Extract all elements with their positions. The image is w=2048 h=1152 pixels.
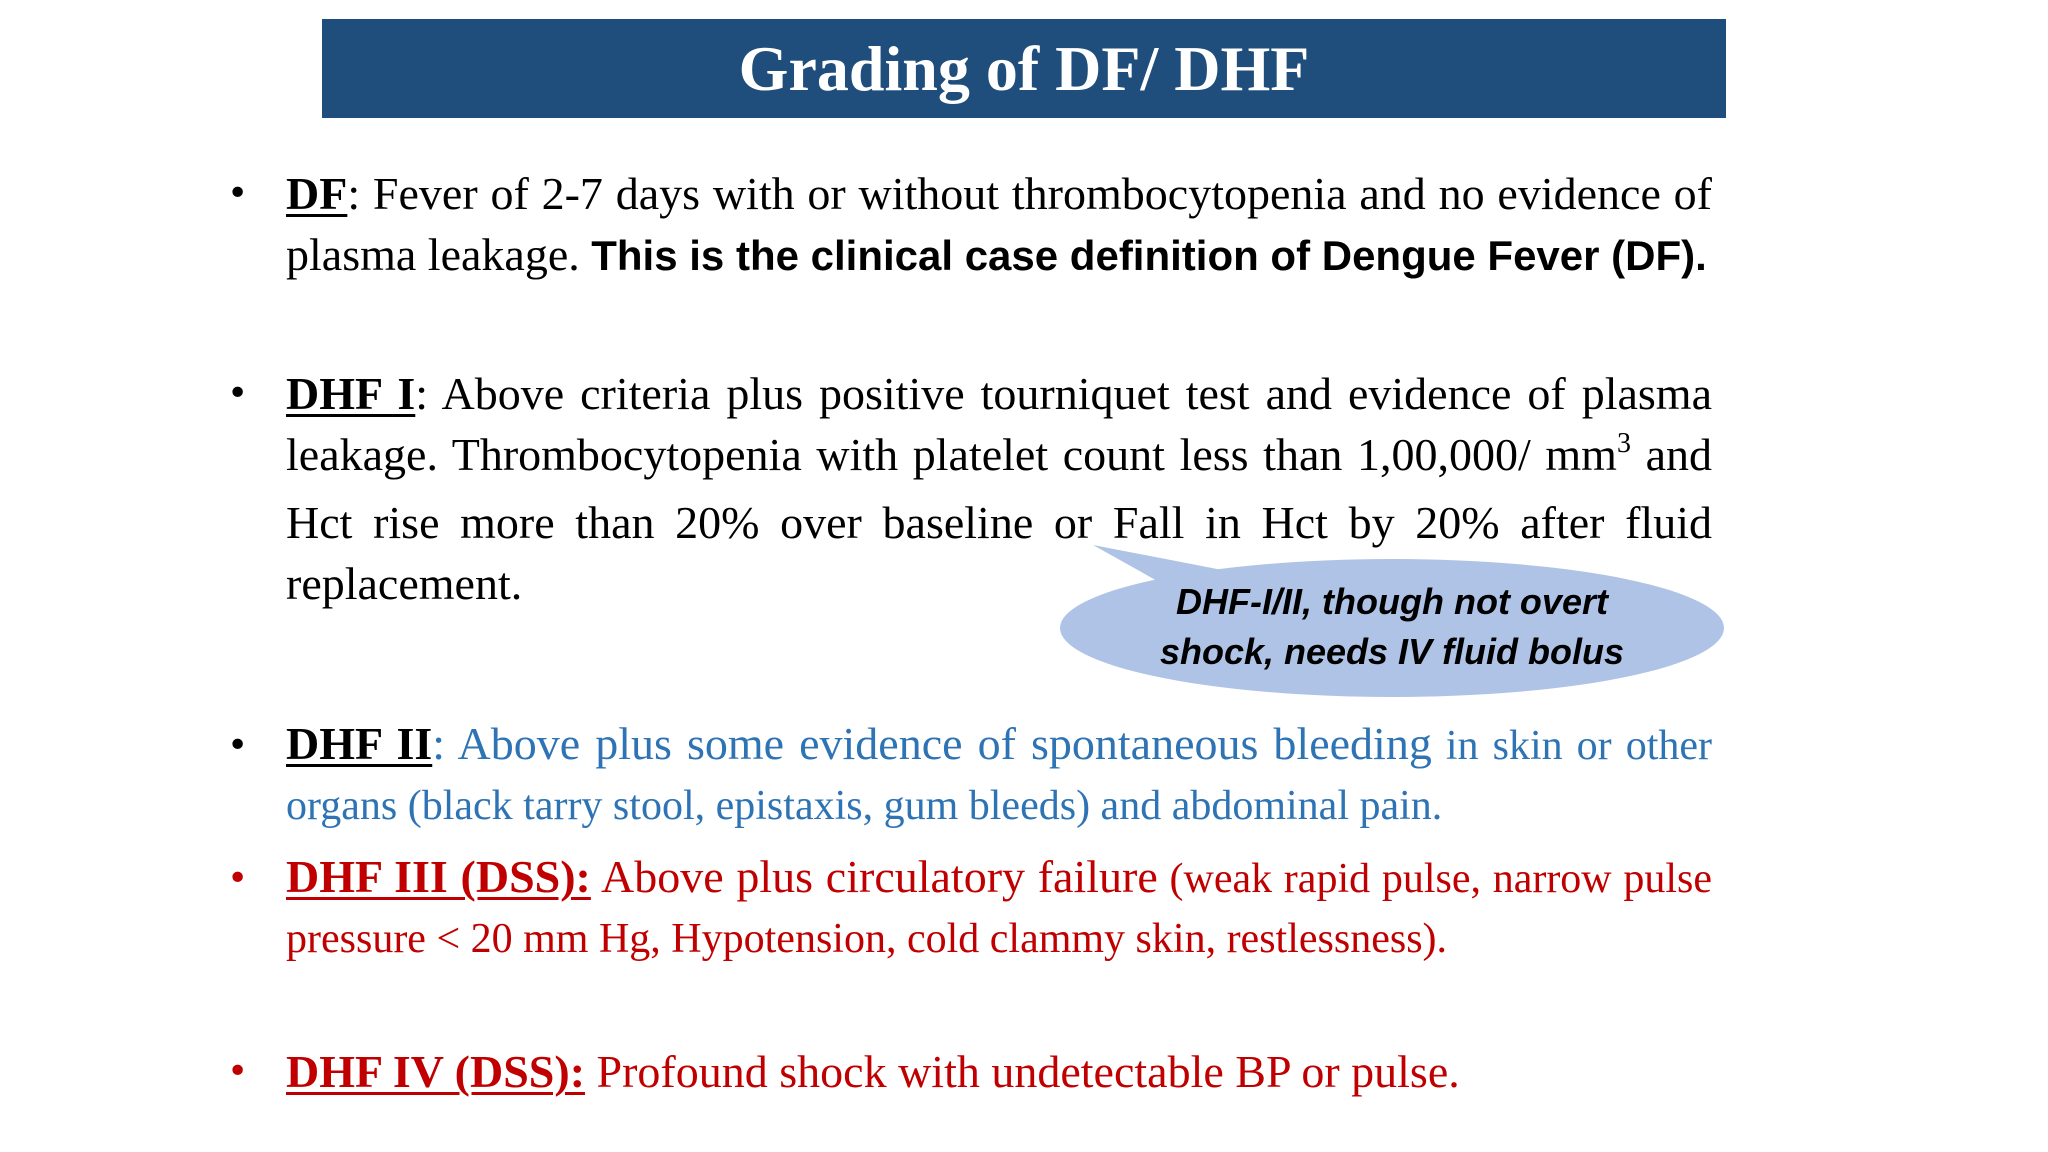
callout-text <box>1058 577 1726 677</box>
list-item-dhf-3 <box>227 848 1713 968</box>
superscript: 3 <box>1616 428 1631 459</box>
item-text-dhf-1: : Above criteria plus positive tourniquet test and evidence of plasma leakage. Thrombocytopenia with platelet count less than 1,00,000/ mm <box>286 368 1712 480</box>
callout-line-1: DHF-I/II, though not overt <box>1176 581 1608 622</box>
item-text-dhf-2: : Above plus some evidence of spontaneous bleeding <box>432 718 1432 769</box>
item-text-dhf-4: Profound shock with undetectable BP or pulse. <box>585 1046 1460 1097</box>
item-text-dhf-3: Above plus circulatory failure <box>590 851 1158 902</box>
callout-bubble <box>1058 545 1726 700</box>
item-label-dhf-1: DHF I <box>286 368 416 419</box>
bullet-icon: • <box>227 1051 249 1092</box>
item-label-dhf-2: DHF II <box>286 718 433 769</box>
list-item-dhf-2 <box>227 715 1712 835</box>
callout-line-2: shock, needs IV fluid bolus <box>1159 631 1625 672</box>
item-label-dhf-3: DHF III (DSS): <box>286 851 591 902</box>
item-text-dhf-3-cont: (weak rapid pulse, narrow pulse pressure < 20 mm Hg, Hypotension, cold clammy skin, restlessness). <box>286 856 1713 962</box>
bullet-icon: • <box>227 725 249 766</box>
item-text-df: : Fever of 2-7 days with or without thrombocytopenia and no evidence of plasma leakage. <box>286 168 1712 280</box>
list-item-dhf-4 <box>227 1041 1712 1102</box>
item-text-dhf-1-cont: and Hct rise more than 20% over baseline or Fall in Hct by 20% after fluid replacement. <box>286 429 1713 609</box>
title-bar <box>322 19 1726 118</box>
bullet-icon: • <box>227 373 249 414</box>
item-label-df: DF <box>286 168 348 219</box>
slide-title: Grading of DF/ DHF <box>738 32 1310 104</box>
item-label-dhf-4: DHF IV (DSS): <box>286 1046 586 1097</box>
bullet-icon: • <box>227 858 249 899</box>
list-item-df <box>227 163 1712 286</box>
item-emphasis-df: This is the clinical case definition of Dengue Fever (DF). <box>591 232 1707 279</box>
item-text-dhf-2-cont: in skin or other organs (black tarry stool, epistaxis, gum bleeds) and abdominal pain. <box>286 723 1712 829</box>
bullet-icon: • <box>227 173 249 214</box>
